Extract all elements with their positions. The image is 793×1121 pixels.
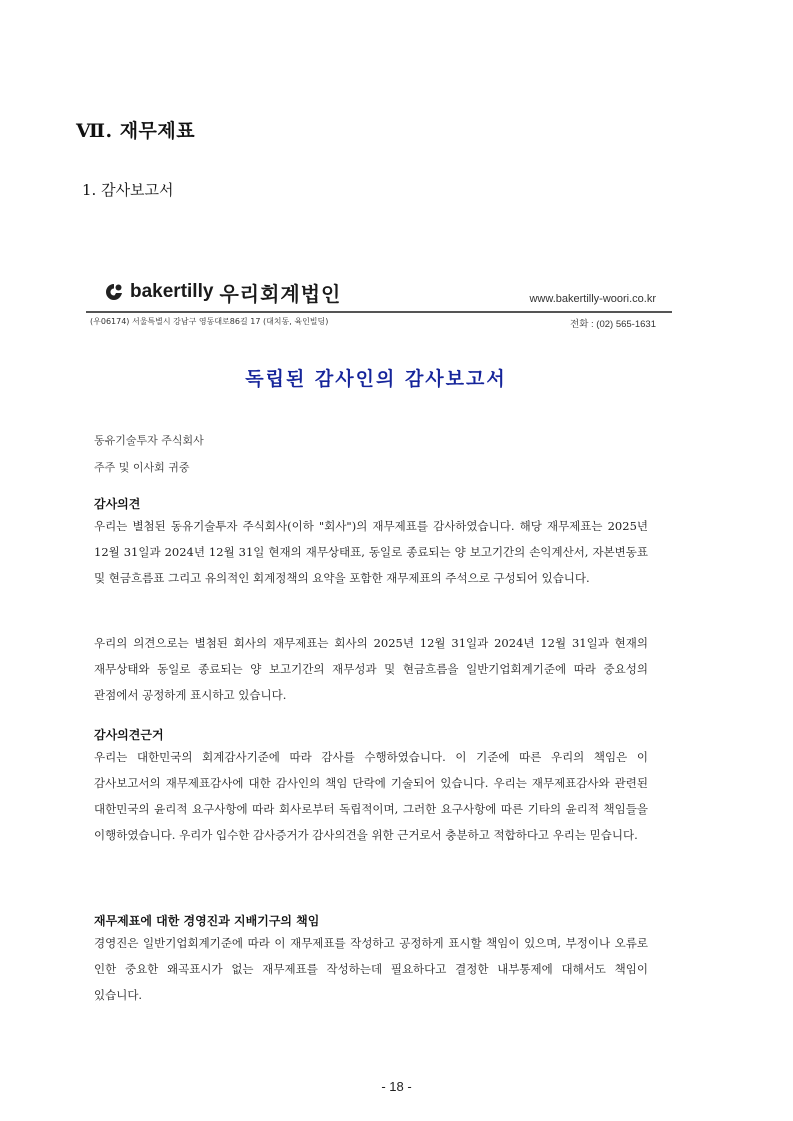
- logo-english-name: bakertilly: [130, 281, 214, 302]
- section-title: Ⅶ. 재무제표: [76, 120, 196, 142]
- addressee-recipients: 주주 및 이사회 귀중: [94, 461, 190, 474]
- report-title: 독립된 감사인의 감사보고서: [245, 368, 507, 390]
- letterhead: [76, 260, 676, 340]
- page-number: - 18 -: [381, 1079, 412, 1094]
- addressee-company: 동유기술투자 주식회사: [94, 434, 204, 447]
- opinion-paragraph-2: 우리의 의견으로는 별첨된 회사의 재무제표는 회사의 2025년 12월 31일과 2024년 12월 31일과 현재의 재무상태와 동일로 종료되는 양 보고기간의 재무성과 및 현금흐름을 일반기업회계기준에 따라 중요성의 관점에서 공정하게 표시하고 있습니다.: [94, 636, 648, 702]
- bakertilly-logo-icon: [104, 282, 124, 302]
- responsibility-paragraph: 경영진은 일반기업회계기준에 따라 이 재무제표를 작성하고 공정하게 표시할 책임이 있으며, 부정이나 오류로 인한 중요한 왜곡표시가 없는 재무제표를 작성하는데 필요하다고 결정한 내부통제에 대해서도 책임이 있습니다.: [94, 936, 648, 1002]
- section-heading-opinion: 감사의견: [94, 497, 141, 511]
- logo-korean-name: 우리회계법인: [219, 281, 342, 306]
- section-heading-basis: 감사의견근거: [94, 728, 164, 742]
- firm-phone: 전화 : (02) 565-1631: [570, 319, 656, 330]
- letterhead-divider: [86, 311, 672, 313]
- basis-paragraph: 우리는 대한민국의 회계감사기준에 따라 감사를 수행하였습니다. 이 기준에 따른 우리의 책임은 이 감사보고서의 재무제표감사에 대한 감사인의 책임 단락에 기술되어 있습니다. 우리는 재무제표감사와 관련된 대한민국의 윤리적 요구사항에 따라 회사로부터 독립적이며, 그러한 요구사항에 따른 기타의 윤리적 책임들을 이행하였습니다. 우리가 입수한 감사증거가 감사의견을 위한 근거로서 충분하고 적합하다고 우리는 믿습니다.: [94, 750, 648, 842]
- firm-website: www.bakertilly-woori.co.kr: [529, 293, 656, 305]
- opinion-paragraph-1: 우리는 별첨된 동유기술투자 주식회사(이하 "회사")의 재무제표를 감사하였습니다. 해당 재무제표는 2025년 12월 31일과 2024년 12월 31일 현재의 재무상태표, 동일로 종료되는 양 보고기간의 손익계산서, 자본변동표 및 현금흐름표 그리고 유의적인 회계정책의 요약을 포함한 재무제표의 주석으로 구성되어 있습니다.: [94, 519, 648, 585]
- firm-logo: [104, 276, 341, 308]
- firm-address: (우06174) 서울특별시 강남구 영동대로86길 17 (대치동, 육인빌딩): [90, 317, 329, 326]
- audit-report-scan: [76, 260, 676, 1020]
- section-heading-responsibility: 재무제표에 대한 경영진과 지배기구의 책임: [94, 914, 320, 928]
- subsection-title: 1. 감사보고서: [82, 181, 174, 199]
